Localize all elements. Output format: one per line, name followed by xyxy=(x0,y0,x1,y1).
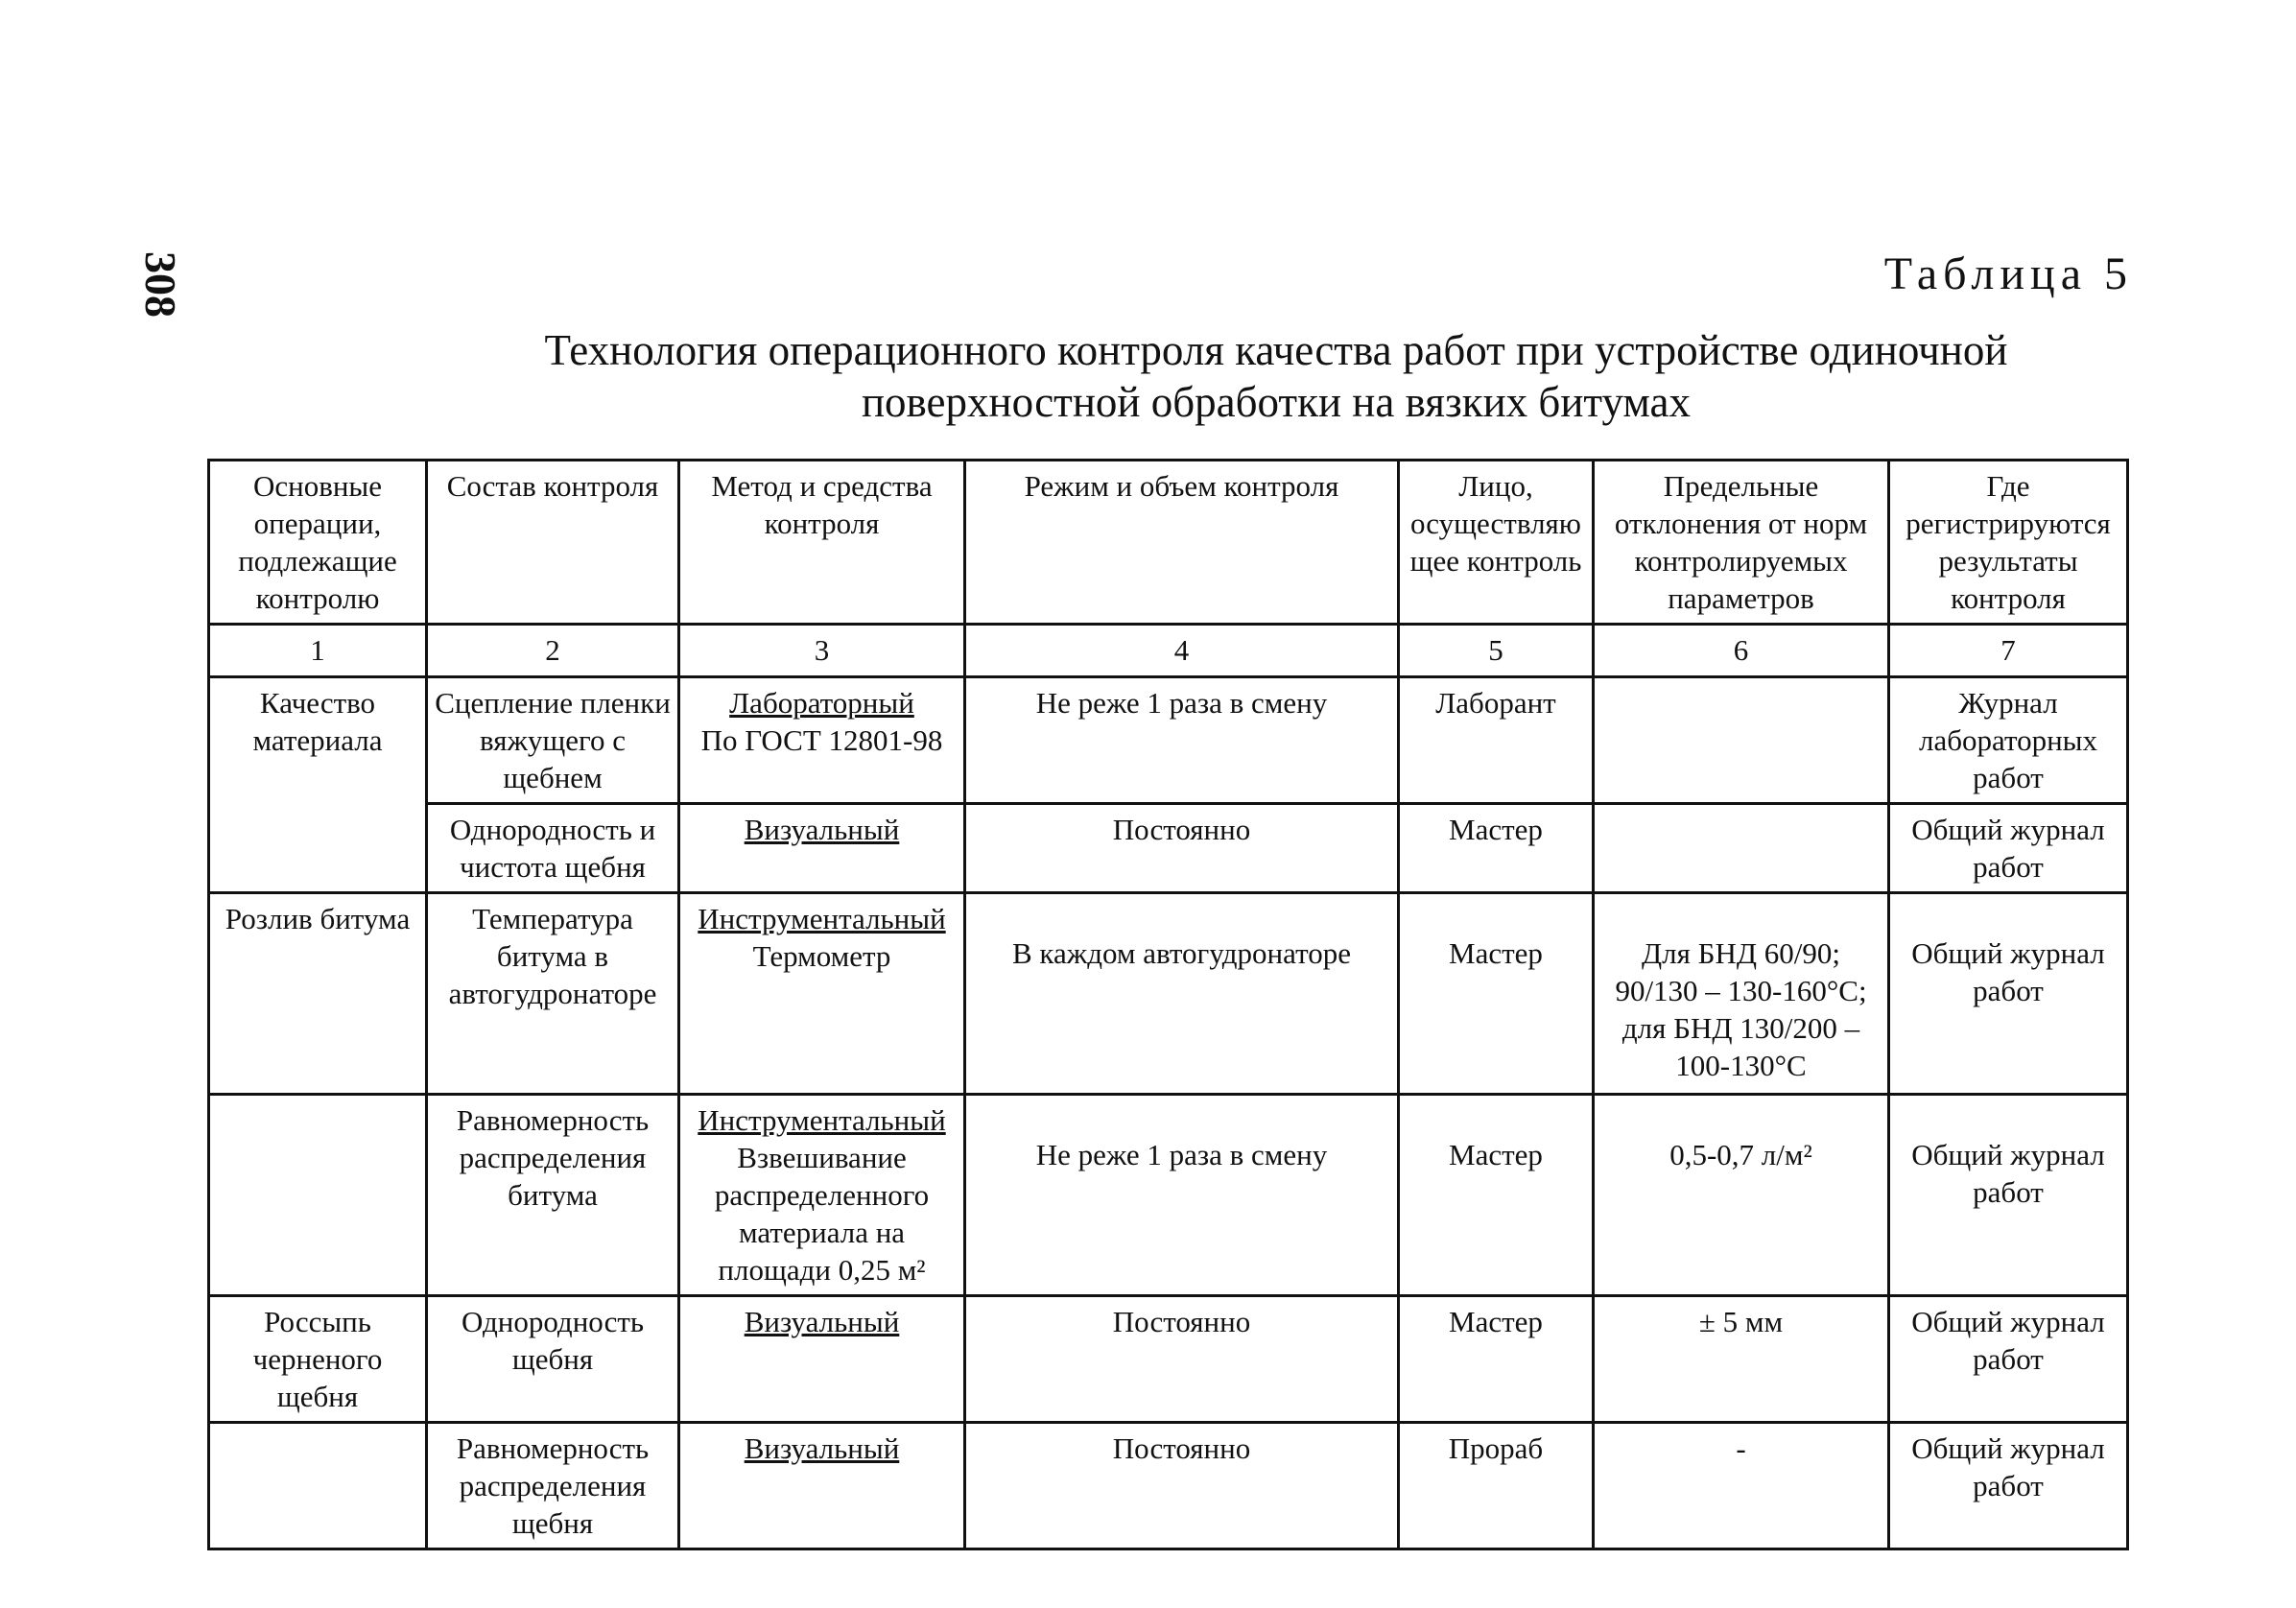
register-cell: Общий журнал работ xyxy=(1889,893,2128,1095)
column-header: Метод и средства контроля xyxy=(679,461,965,625)
mode-cell: Не реже 1 раза в смену xyxy=(965,1095,1399,1296)
table-row xyxy=(209,804,2128,893)
column-number: 7 xyxy=(1889,625,2128,677)
deviation-cell: - xyxy=(1594,1423,1889,1549)
column-header: Где регистрируются результаты контроля xyxy=(1889,461,2128,625)
deviation-cell: Для БНД 60/90; 90/130 – 130-160°С; для БНД 130/200 – 100-130°С xyxy=(1594,893,1889,1095)
person-cell: Мастер xyxy=(1399,1296,1594,1423)
column-number: 4 xyxy=(965,625,1399,677)
table-row xyxy=(209,1423,2128,1549)
person-cell: Лаборант xyxy=(1399,677,1594,804)
register-cell: Журнал лабораторных работ xyxy=(1889,677,2128,804)
method-cell xyxy=(679,1296,965,1423)
operation-cell xyxy=(209,804,427,893)
table-title: Технология операционного контроля качества работ при устройстве одиночной поверхностной обработки на вязких битумах xyxy=(544,326,2008,426)
table-row xyxy=(209,677,2128,804)
column-number: 5 xyxy=(1399,625,1594,677)
method-type: Лабораторный xyxy=(729,686,914,720)
deviation-cell xyxy=(1594,804,1889,893)
operation-cell: Качество материала xyxy=(209,677,427,804)
method-type: Инструментальный xyxy=(698,1103,946,1137)
method-detail: Взвешивание распределенного материала на площади 0,25 м² xyxy=(714,1141,930,1287)
mode-cell: Постоянно xyxy=(965,1423,1399,1549)
register-cell: Общий журнал работ xyxy=(1889,1296,2128,1423)
person-cell: Мастер xyxy=(1399,893,1594,1095)
method-cell xyxy=(679,1095,965,1296)
column-header: Лицо, осуществляющее контроль xyxy=(1399,461,1594,625)
person-cell: Мастер xyxy=(1399,804,1594,893)
composition-cell: Однородность и чистота щебня xyxy=(427,804,679,893)
method-cell xyxy=(679,1423,965,1549)
mode-cell: В каждом автогудронаторе xyxy=(965,893,1399,1095)
deviation-cell xyxy=(1594,677,1889,804)
column-number: 6 xyxy=(1594,625,1889,677)
table-label: Таблица 5 xyxy=(1883,248,2133,299)
column-header: Основные операции, подлежащие контролю xyxy=(209,461,427,625)
table-row xyxy=(209,1296,2128,1423)
method-detail: По ГОСТ 12801-98 xyxy=(700,723,943,757)
composition-cell: Однородность щебня xyxy=(427,1296,679,1423)
composition-cell: Температура битума в автогудронаторе xyxy=(427,893,679,1095)
mode-cell: Не реже 1 раза в смену xyxy=(965,677,1399,804)
person-cell: Мастер xyxy=(1399,1095,1594,1296)
table-row xyxy=(209,893,2128,1095)
method-type: Визуальный xyxy=(744,813,900,846)
method-cell xyxy=(679,677,965,804)
column-number: 3 xyxy=(679,625,965,677)
composition-cell: Равномерность распределения щебня xyxy=(427,1423,679,1549)
method-type: Визуальный xyxy=(744,1305,900,1338)
deviation-cell: ± 5 мм xyxy=(1594,1296,1889,1423)
column-header: Состав контроля xyxy=(427,461,679,625)
method-cell xyxy=(679,804,965,893)
composition-cell: Сцепление пленки вяжущего с щебнем xyxy=(427,677,679,804)
register-cell: Общий журнал работ xyxy=(1889,1095,2128,1296)
composition-cell: Равномерность распределения битума xyxy=(427,1095,679,1296)
column-number: 2 xyxy=(427,625,679,677)
page-number: 308 xyxy=(136,251,185,318)
method-cell xyxy=(679,893,965,1095)
header-row xyxy=(209,461,2128,625)
column-number-row xyxy=(209,625,2128,677)
method-detail: Термометр xyxy=(752,939,891,973)
deviation-cell: 0,5-0,7 л/м² xyxy=(1594,1095,1889,1296)
column-number: 1 xyxy=(209,625,427,677)
operation-cell: Розлив битума xyxy=(209,893,427,1095)
control-table xyxy=(207,459,2129,1550)
method-type: Инструментальный xyxy=(698,902,946,935)
mode-cell: Постоянно xyxy=(965,1296,1399,1423)
register-cell: Общий журнал работ xyxy=(1889,804,2128,893)
table-row xyxy=(209,1095,2128,1296)
method-type: Визуальный xyxy=(744,1431,900,1465)
operation-cell xyxy=(209,1095,427,1296)
column-header: Режим и объем контроля xyxy=(965,461,1399,625)
person-cell: Прораб xyxy=(1399,1423,1594,1549)
column-header: Предельные отклонения от норм контролируемых параметров xyxy=(1594,461,1889,625)
mode-cell: Постоянно xyxy=(965,804,1399,893)
operation-cell xyxy=(209,1423,427,1549)
operation-cell: Россыпь черненого щебня xyxy=(209,1296,427,1423)
register-cell: Общий журнал работ xyxy=(1889,1423,2128,1549)
